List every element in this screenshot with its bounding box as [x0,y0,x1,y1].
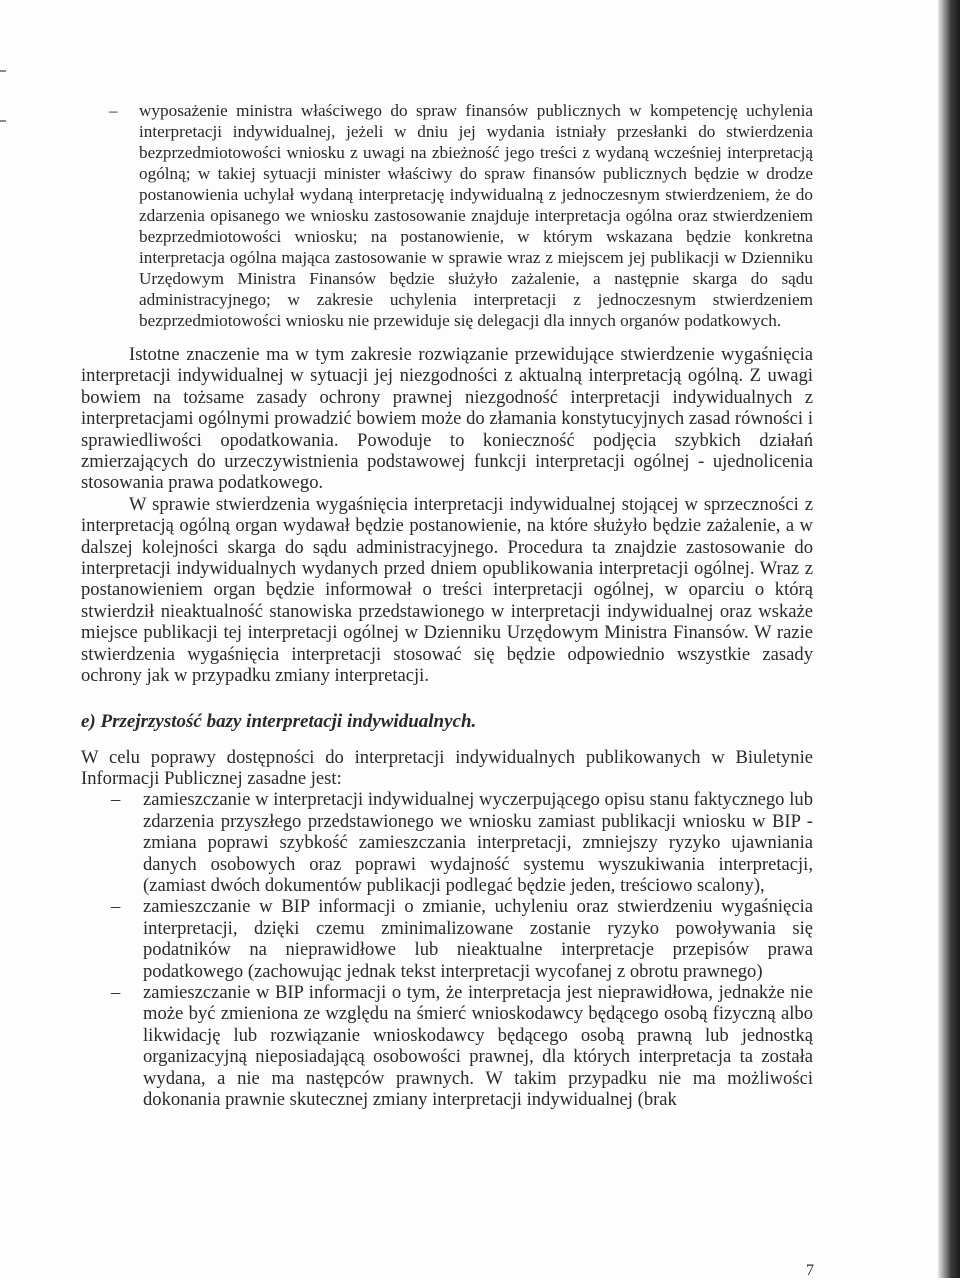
list-item [81,982,813,1110]
scan-edge-shadow [938,0,960,1278]
paragraph: W celu poprawy dostępności do interpretacji indywidualnych publikowanych w Biuletynie Informacji Publicznej zasadne jest: [81,746,813,789]
list-item [81,789,813,896]
document-body [81,100,813,1110]
list-item-text: wyposażenie ministra właściwego do spraw finansów publicznych w kompetencję uchylenia interpretacji indywidualnej, jeżeli w dniu jej wydania istniały przesłanki do stwierdzenia bezprzedmiotowości wniosku z uwagi na zbieżność jego treści z wydaną wcześniej interpretacją ogólną; w takiej sytuacji minister właściwy do spraw finansów publicznych będzie w drodze postanowienia uchylał wydaną interpretację indywidualną z jednoczesnym stwierdzeniem, że do zdarzenia opisanego we wniosku zastosowanie znajduje interpretacja ogólna oraz stwierdzeniem bezprzedmiotowości wniosku; na postanowienie, w którym wskazana będzie konkretna interpretacja ogólna mająca zastosowanie w sprawie wraz z miejscem jej publikacji w Dzienniku Urzędowym Ministra Finansów będzie służyło zażalenie, a następnie skarga do sądu administracyjnego; w zakresie uchylenia interpretacji z jednoczesnym stwierdzeniem bezprzedmiotowości wniosku nie przewiduje się delegacji dla innych organów podatkowych. [139,101,813,330]
list-dash: – [111,896,121,918]
list-item [81,100,813,331]
list-item-text: zamieszczanie w BIP informacji o tym, że interpretacja jest nieprawidłowa, jednakże nie może być zmieniona ze względu na śmierć wnioskodawcy będącego osobą fizyczną albo likwidację lub rozwiązanie wnioskodawcy będącego osobą prawną lub jednostką organizacyjną nieposiadającą osobowości prawnej, dla których interpretacja ta została wydana, a nie ma następców prawnych. W takim przypadku nie ma możliwości dokonania prawnie skutecznej zmiany interpretacji indywidualnej (brak [143,981,813,1110]
section-heading: e) Przejrzystość bazy interpretacji indywidualnych. [81,710,477,732]
list-item [81,896,813,982]
list-dash: – [109,101,118,120]
scan-mark [0,70,6,72]
list-item-text: zamieszczanie w BIP informacji o zmianie, uchyleniu oraz stwierdzeniu wygaśnięcia interpretacji, dzięki czemu zminimalizowane zostanie ryzyko powoływania się podatników na nieprawidłowe lub nieaktualne interpretacje przepisów prawa podatkowego (zachowując jednak tekst interpretacji wycofanej z obrotu prawnego) [143,896,813,982]
list-dash: – [111,789,121,811]
scan-mark [0,120,6,122]
list-dash: – [111,981,121,1003]
list-item-text: zamieszczanie w interpretacji indywidualnej wyczerpującego opisu stanu faktycznego lub zdarzenia przyszłego przedstawionego we wniosku zamiast publikacji wniosku w BIP - zmiana poprawi szybkość zamieszczania interpretacji, zmniejszy ryzyko ujawniania danych osobowych oraz poprawi wydajność systemu wyszukiwania interpretacji, (zamiast dwóch dokumentów publikacji podlegać będzie jeden, treściowo scalony), [143,789,813,896]
paragraph: W sprawie stwierdzenia wygaśnięcia interpretacji indywidualnej stojącej w sprzeczności z interpretacją ogólną organ wydawał będzie postanowienie, na które służyło będzie zażalenie, a w dalszej kolejności skarga do sądu administracyjnego. Procedura ta znajdzie zastosowanie do interpretacji indywidualnych wydanych przed dniem opublikowania interpretacji ogólnej. Wraz z postanowieniem organ będzie informował o treści interpretacji ogólnej, w oparciu o którą stwierdził nieaktualność stanowiska przedstawionego w interpretacji indywidualnej oraz wskaże miejsce publikacji tej interpretacji ogólnej w Dzienniku Urzędowym Ministra Finansów. W razie stwierdzenia wygaśnięcia interpretacji stosować się będzie odpowiednio wszystkie zasady ochrony jak w przypadku zmiany interpretacji. [81,493,813,687]
page-number: 7 [806,1262,814,1279]
paragraph: Istotne znaczenie ma w tym zakresie rozwiązanie przewidujące stwierdzenie wygaśnięcia interpretacji indywidualnej w sytuacji jej niezgodności z aktualną interpretacją ogólną. Z uwagi bowiem na tożsame zasady ochrony prawnej niezgodność interpretacji indywidualnych z interpretacjami ogólnymi prowadzić bowiem może do złamania konstytucyjnych zasad równości i sprawiedliwości opodatkowania. Powoduje to konieczność podjęcia szybkich działań zmierzających do urzeczywistnienia podstawowej funkcji interpretacji ogólnej - ujednolicenia stosowania prawa podatkowego. [81,344,813,494]
